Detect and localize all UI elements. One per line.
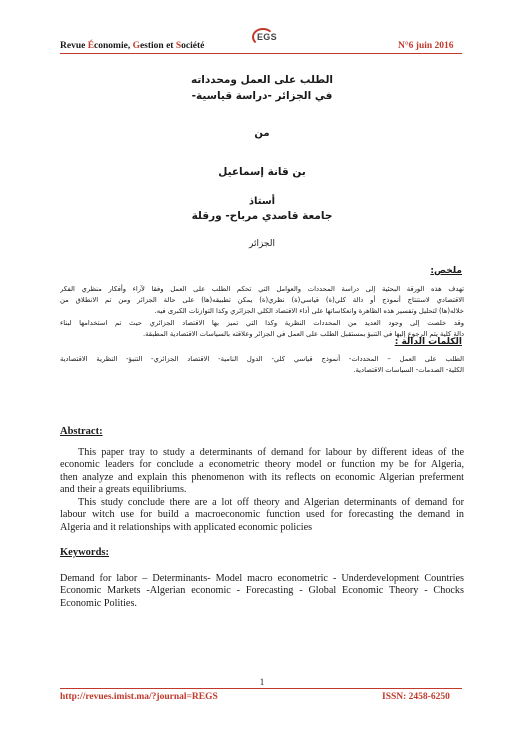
keywords-list (60, 573, 464, 610)
journal-logo (250, 28, 294, 50)
keywords-line: Economic Polities. (60, 597, 137, 609)
logo-text: EGS (257, 32, 277, 42)
journal-title-initial-e: É (87, 41, 95, 51)
author-university: جامعة قاصدي مرباح- ورقلة (191, 210, 333, 222)
journal-title-part: estion et (139, 41, 176, 51)
arabic-summary-heading: ملخص: (430, 266, 462, 276)
header-divider (60, 53, 462, 54)
arabic-summary-line: الاقتصادي لاستنتاج أنموذج أو دالة كلي(ة) قياسي(ة) نظري(ة) يمكن تطبيقه(ها) على حالة الجزائر ومن تم الانطلاق من (60, 296, 464, 305)
page-number: 1 (259, 677, 265, 687)
abstract-line: Algeria and it relationships with applicated economic policies (60, 521, 313, 533)
arabic-summary-line: تهدف هذه الورقة البحثية إلى دراسة المحددات والعوامل التي تحكم الطلب على العمل وفقا لآراء وأفكار منظري الفكر (60, 285, 464, 293)
issn-number: ISSN: 2458-6250 (382, 692, 450, 702)
arabic-title-line2: في الجزائر -دراسة قياسية- (191, 90, 333, 102)
author-country: الجزائر (249, 239, 275, 249)
abstract-heading: Abstract: (60, 426, 103, 437)
footer-divider (60, 688, 462, 689)
keywords-heading: Keywords: (60, 547, 109, 558)
keywords-line: Economic Markets -Algerian economic - Forecasting - Global Economic Theory - Chocks (60, 585, 464, 597)
keywords-line: Demand for labor – Determinants- Model macro econometric - Underdevelopment Countries (60, 573, 464, 584)
arabic-summary-paragraph (60, 284, 464, 318)
arabic-from: من (254, 128, 270, 139)
journal-url-link[interactable]: http://revues.imist.ma/?journal=REGS (60, 692, 218, 702)
abstract-line: This paper tray to study a determinants of demand for labour by different ideas of the (78, 447, 464, 458)
journal-title (60, 41, 204, 51)
journal-title-part: ociété (181, 41, 205, 51)
abstract-paragraph-1 (60, 447, 464, 496)
abstract-line: and their a greats equilibriums. (60, 483, 187, 495)
abstract-line: economic leaders for conclude a econometric theory model or function my be for Algeria, (60, 459, 464, 471)
abstract-line: This study conclude there are a lot off theory and Algerian determinants of demand for (78, 497, 464, 508)
arabic-summary-line: خلاله(ها) لتحليل وتفسير هذه الظاهرة وانعكاساتها على أداء الاقتصاد الكلي الجزائري وكذا التوازنات الكبرى فيه. (154, 307, 464, 316)
arabic-summary-line: دالة كلية يتم الرجوع إليها في التنبؤ بمستقبل الطلب على العمل في الجزائر وعلاقته بالسياسات الاقتصادية المطبقة. (142, 330, 464, 339)
author-name: بن قانة إسماعيل (218, 166, 306, 178)
issue-number: N°6 juin 2016 (398, 41, 454, 51)
arabic-summary-line: وقد خلصت إلى وجود العديد من المحددات النظرية وكذا التي تميز بها الاقتصاد الجزائري حيث تم استخدامها لبناء (60, 319, 464, 327)
arabic-keywords-line: الكلية- الصدمات- السياسات الاقتصادية. (353, 366, 464, 375)
author-role: أستاذ (248, 196, 276, 207)
arabic-title-line1: الطلب على العمل ومحدداته (190, 74, 334, 86)
journal-title-initial-g: G (132, 41, 140, 51)
journal-title-part: conomie, (94, 41, 133, 51)
abstract-line: labour witch use for build a macroeconomic function used for forecasting the demand in (60, 509, 464, 521)
arabic-keywords (60, 354, 464, 376)
journal-title-part: Revue (60, 41, 88, 51)
abstract-paragraph-2 (60, 497, 464, 534)
journal-title-initial-s: S (175, 41, 182, 51)
abstract-line: then analyze and explain this phenomenon with its reflects on economic Algerian preferment (60, 471, 464, 483)
arabic-keywords-line: الطلب على العمل – المحددات- أنموذج قياسي كلي- الدول النامية- الاقتصاد الجزائري- التنبؤ- النظرية الاقتصادية (60, 355, 464, 363)
arabic-keywords-heading: الكلمات الدالة : (394, 337, 462, 347)
